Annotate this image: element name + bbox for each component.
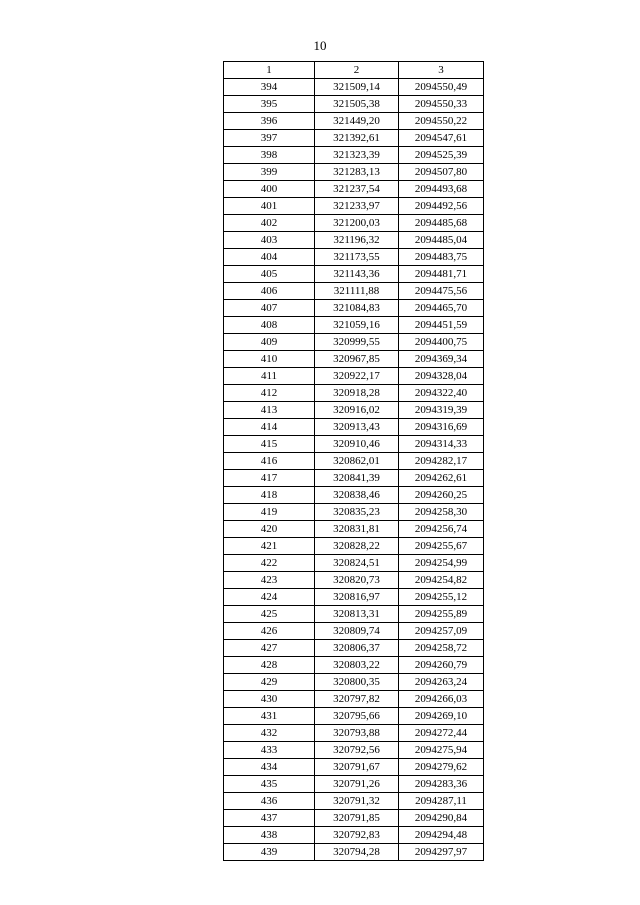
point-number-cell: 411	[224, 368, 315, 385]
y-coordinate-cell: 2094316,69	[399, 419, 484, 436]
point-number-cell: 396	[224, 113, 315, 130]
y-coordinate-cell: 2094492,56	[399, 198, 484, 215]
point-number-cell: 419	[224, 504, 315, 521]
y-coordinate-cell: 2094283,36	[399, 776, 484, 793]
y-coordinate-cell: 2094465,70	[399, 300, 484, 317]
x-coordinate-cell: 321505,38	[315, 96, 399, 113]
point-number-cell: 406	[224, 283, 315, 300]
table-row	[224, 844, 484, 861]
point-number-cell: 394	[224, 79, 315, 96]
table-row	[224, 640, 484, 657]
x-coordinate-cell: 320828,22	[315, 538, 399, 555]
y-coordinate-cell: 2094483,75	[399, 249, 484, 266]
table-row	[224, 470, 484, 487]
table-header	[224, 62, 484, 79]
y-coordinate-cell: 2094547,61	[399, 130, 484, 147]
y-coordinate-cell: 2094322,40	[399, 385, 484, 402]
point-number-cell: 438	[224, 827, 315, 844]
y-coordinate-cell: 2094493,68	[399, 181, 484, 198]
y-coordinate-cell: 2094369,34	[399, 351, 484, 368]
x-coordinate-cell: 320794,28	[315, 844, 399, 861]
point-number-cell: 409	[224, 334, 315, 351]
y-coordinate-cell: 2094272,44	[399, 725, 484, 742]
x-coordinate-cell: 320838,46	[315, 487, 399, 504]
table-row	[224, 147, 484, 164]
table-row	[224, 538, 484, 555]
point-number-cell: 414	[224, 419, 315, 436]
y-coordinate-cell: 2094263,24	[399, 674, 484, 691]
point-number-cell: 423	[224, 572, 315, 589]
column-header-3: 3	[399, 62, 484, 79]
table-row	[224, 368, 484, 385]
y-coordinate-cell: 2094290,84	[399, 810, 484, 827]
point-number-cell: 422	[224, 555, 315, 572]
x-coordinate-cell: 320792,83	[315, 827, 399, 844]
table-row	[224, 181, 484, 198]
point-number-cell: 427	[224, 640, 315, 657]
point-number-cell: 439	[224, 844, 315, 861]
x-coordinate-cell: 321173,55	[315, 249, 399, 266]
point-number-cell: 425	[224, 606, 315, 623]
x-coordinate-cell: 320791,85	[315, 810, 399, 827]
x-coordinate-cell: 320918,28	[315, 385, 399, 402]
x-coordinate-cell: 321059,16	[315, 317, 399, 334]
table-row	[224, 708, 484, 725]
x-coordinate-cell: 320806,37	[315, 640, 399, 657]
table-row	[224, 130, 484, 147]
x-coordinate-cell: 320793,88	[315, 725, 399, 742]
column-header-1: 1	[224, 62, 315, 79]
table-row	[224, 96, 484, 113]
y-coordinate-cell: 2094475,56	[399, 283, 484, 300]
point-number-cell: 432	[224, 725, 315, 742]
table-row	[224, 691, 484, 708]
x-coordinate-cell: 320913,43	[315, 419, 399, 436]
table-row	[224, 759, 484, 776]
point-number-cell: 412	[224, 385, 315, 402]
x-coordinate-cell: 321449,20	[315, 113, 399, 130]
point-number-cell: 405	[224, 266, 315, 283]
x-coordinate-cell: 320999,55	[315, 334, 399, 351]
x-coordinate-cell: 321233,97	[315, 198, 399, 215]
point-number-cell: 403	[224, 232, 315, 249]
x-coordinate-cell: 320803,22	[315, 657, 399, 674]
point-number-cell: 431	[224, 708, 315, 725]
y-coordinate-cell: 2094260,79	[399, 657, 484, 674]
y-coordinate-cell: 2094260,25	[399, 487, 484, 504]
table-body	[224, 79, 484, 861]
table-row	[224, 164, 484, 181]
table-row	[224, 504, 484, 521]
point-number-cell: 421	[224, 538, 315, 555]
y-coordinate-cell: 2094550,49	[399, 79, 484, 96]
x-coordinate-cell: 320791,32	[315, 793, 399, 810]
x-coordinate-cell: 321283,13	[315, 164, 399, 181]
point-number-cell: 408	[224, 317, 315, 334]
point-number-cell: 416	[224, 453, 315, 470]
point-number-cell: 434	[224, 759, 315, 776]
point-number-cell: 436	[224, 793, 315, 810]
x-coordinate-cell: 320797,82	[315, 691, 399, 708]
x-coordinate-cell: 321111,88	[315, 283, 399, 300]
table-row	[224, 606, 484, 623]
point-number-cell: 399	[224, 164, 315, 181]
y-coordinate-cell: 2094328,04	[399, 368, 484, 385]
x-coordinate-cell: 321084,83	[315, 300, 399, 317]
x-coordinate-cell: 320820,73	[315, 572, 399, 589]
table-row	[224, 385, 484, 402]
table-row	[224, 232, 484, 249]
point-number-cell: 400	[224, 181, 315, 198]
y-coordinate-cell: 2094485,68	[399, 215, 484, 232]
x-coordinate-cell: 320835,23	[315, 504, 399, 521]
point-number-cell: 398	[224, 147, 315, 164]
y-coordinate-cell: 2094258,30	[399, 504, 484, 521]
x-coordinate-cell: 320816,97	[315, 589, 399, 606]
x-coordinate-cell: 321392,61	[315, 130, 399, 147]
point-number-cell: 401	[224, 198, 315, 215]
x-coordinate-cell: 320922,17	[315, 368, 399, 385]
point-number-cell: 413	[224, 402, 315, 419]
x-coordinate-cell: 320862,01	[315, 453, 399, 470]
y-coordinate-cell: 2094485,04	[399, 232, 484, 249]
y-coordinate-cell: 2094255,12	[399, 589, 484, 606]
table-row	[224, 215, 484, 232]
table-row	[224, 674, 484, 691]
y-coordinate-cell: 2094255,67	[399, 538, 484, 555]
table-row	[224, 249, 484, 266]
table-row	[224, 453, 484, 470]
y-coordinate-cell: 2094314,33	[399, 436, 484, 453]
header-row	[224, 62, 484, 79]
table-row	[224, 317, 484, 334]
table-row	[224, 776, 484, 793]
point-number-cell: 420	[224, 521, 315, 538]
y-coordinate-cell: 2094256,74	[399, 521, 484, 538]
table-row	[224, 266, 484, 283]
x-coordinate-cell: 320800,35	[315, 674, 399, 691]
table-row	[224, 521, 484, 538]
point-number-cell: 426	[224, 623, 315, 640]
table-row	[224, 283, 484, 300]
point-number-cell: 428	[224, 657, 315, 674]
point-number-cell: 417	[224, 470, 315, 487]
x-coordinate-cell: 320791,26	[315, 776, 399, 793]
point-number-cell: 402	[224, 215, 315, 232]
y-coordinate-cell: 2094258,72	[399, 640, 484, 657]
y-coordinate-cell: 2094525,39	[399, 147, 484, 164]
x-coordinate-cell: 320824,51	[315, 555, 399, 572]
point-number-cell: 397	[224, 130, 315, 147]
point-number-cell: 404	[224, 249, 315, 266]
table-row	[224, 334, 484, 351]
x-coordinate-cell: 320910,46	[315, 436, 399, 453]
x-coordinate-cell: 321196,32	[315, 232, 399, 249]
table-row	[224, 351, 484, 368]
table-row	[224, 555, 484, 572]
x-coordinate-cell: 321237,54	[315, 181, 399, 198]
y-coordinate-cell: 2094269,10	[399, 708, 484, 725]
x-coordinate-cell: 320831,81	[315, 521, 399, 538]
y-coordinate-cell: 2094255,89	[399, 606, 484, 623]
x-coordinate-cell: 320792,56	[315, 742, 399, 759]
table-row	[224, 198, 484, 215]
y-coordinate-cell: 2094319,39	[399, 402, 484, 419]
point-number-cell: 435	[224, 776, 315, 793]
point-number-cell: 437	[224, 810, 315, 827]
table-row	[224, 725, 484, 742]
table-row	[224, 793, 484, 810]
point-number-cell: 415	[224, 436, 315, 453]
y-coordinate-cell: 2094400,75	[399, 334, 484, 351]
point-number-cell: 407	[224, 300, 315, 317]
table-row	[224, 113, 484, 130]
table-row	[224, 589, 484, 606]
point-number-cell: 433	[224, 742, 315, 759]
table-row	[224, 487, 484, 504]
x-coordinate-cell: 321323,39	[315, 147, 399, 164]
x-coordinate-cell: 320791,67	[315, 759, 399, 776]
y-coordinate-cell: 2094481,71	[399, 266, 484, 283]
point-number-cell: 418	[224, 487, 315, 504]
table-row	[224, 827, 484, 844]
x-coordinate-cell: 321143,36	[315, 266, 399, 283]
table-row	[224, 436, 484, 453]
y-coordinate-cell: 2094451,59	[399, 317, 484, 334]
point-number-cell: 410	[224, 351, 315, 368]
x-coordinate-cell: 320795,66	[315, 708, 399, 725]
y-coordinate-cell: 2094507,80	[399, 164, 484, 181]
y-coordinate-cell: 2094266,03	[399, 691, 484, 708]
table-row	[224, 742, 484, 759]
x-coordinate-cell: 320841,39	[315, 470, 399, 487]
point-number-cell: 429	[224, 674, 315, 691]
y-coordinate-cell: 2094550,22	[399, 113, 484, 130]
x-coordinate-cell: 320809,74	[315, 623, 399, 640]
y-coordinate-cell: 2094550,33	[399, 96, 484, 113]
x-coordinate-cell: 321509,14	[315, 79, 399, 96]
y-coordinate-cell: 2094275,94	[399, 742, 484, 759]
y-coordinate-cell: 2094287,11	[399, 793, 484, 810]
point-number-cell: 395	[224, 96, 315, 113]
y-coordinate-cell: 2094294,48	[399, 827, 484, 844]
table-row	[224, 300, 484, 317]
table-row	[224, 402, 484, 419]
x-coordinate-cell: 320813,31	[315, 606, 399, 623]
y-coordinate-cell: 2094279,62	[399, 759, 484, 776]
point-number-cell: 424	[224, 589, 315, 606]
table-row	[224, 572, 484, 589]
y-coordinate-cell: 2094297,97	[399, 844, 484, 861]
coordinates-table	[223, 61, 484, 861]
x-coordinate-cell: 321200,03	[315, 215, 399, 232]
y-coordinate-cell: 2094282,17	[399, 453, 484, 470]
point-number-cell: 430	[224, 691, 315, 708]
y-coordinate-cell: 2094262,61	[399, 470, 484, 487]
table-row	[224, 79, 484, 96]
page-number: 10	[313, 38, 327, 53]
y-coordinate-cell: 2094257,09	[399, 623, 484, 640]
y-coordinate-cell: 2094254,82	[399, 572, 484, 589]
table-row	[224, 419, 484, 436]
y-coordinate-cell: 2094254,99	[399, 555, 484, 572]
table-row	[224, 623, 484, 640]
x-coordinate-cell: 320967,85	[315, 351, 399, 368]
table-row	[224, 657, 484, 674]
table-row	[224, 810, 484, 827]
column-header-2: 2	[315, 62, 399, 79]
x-coordinate-cell: 320916,02	[315, 402, 399, 419]
